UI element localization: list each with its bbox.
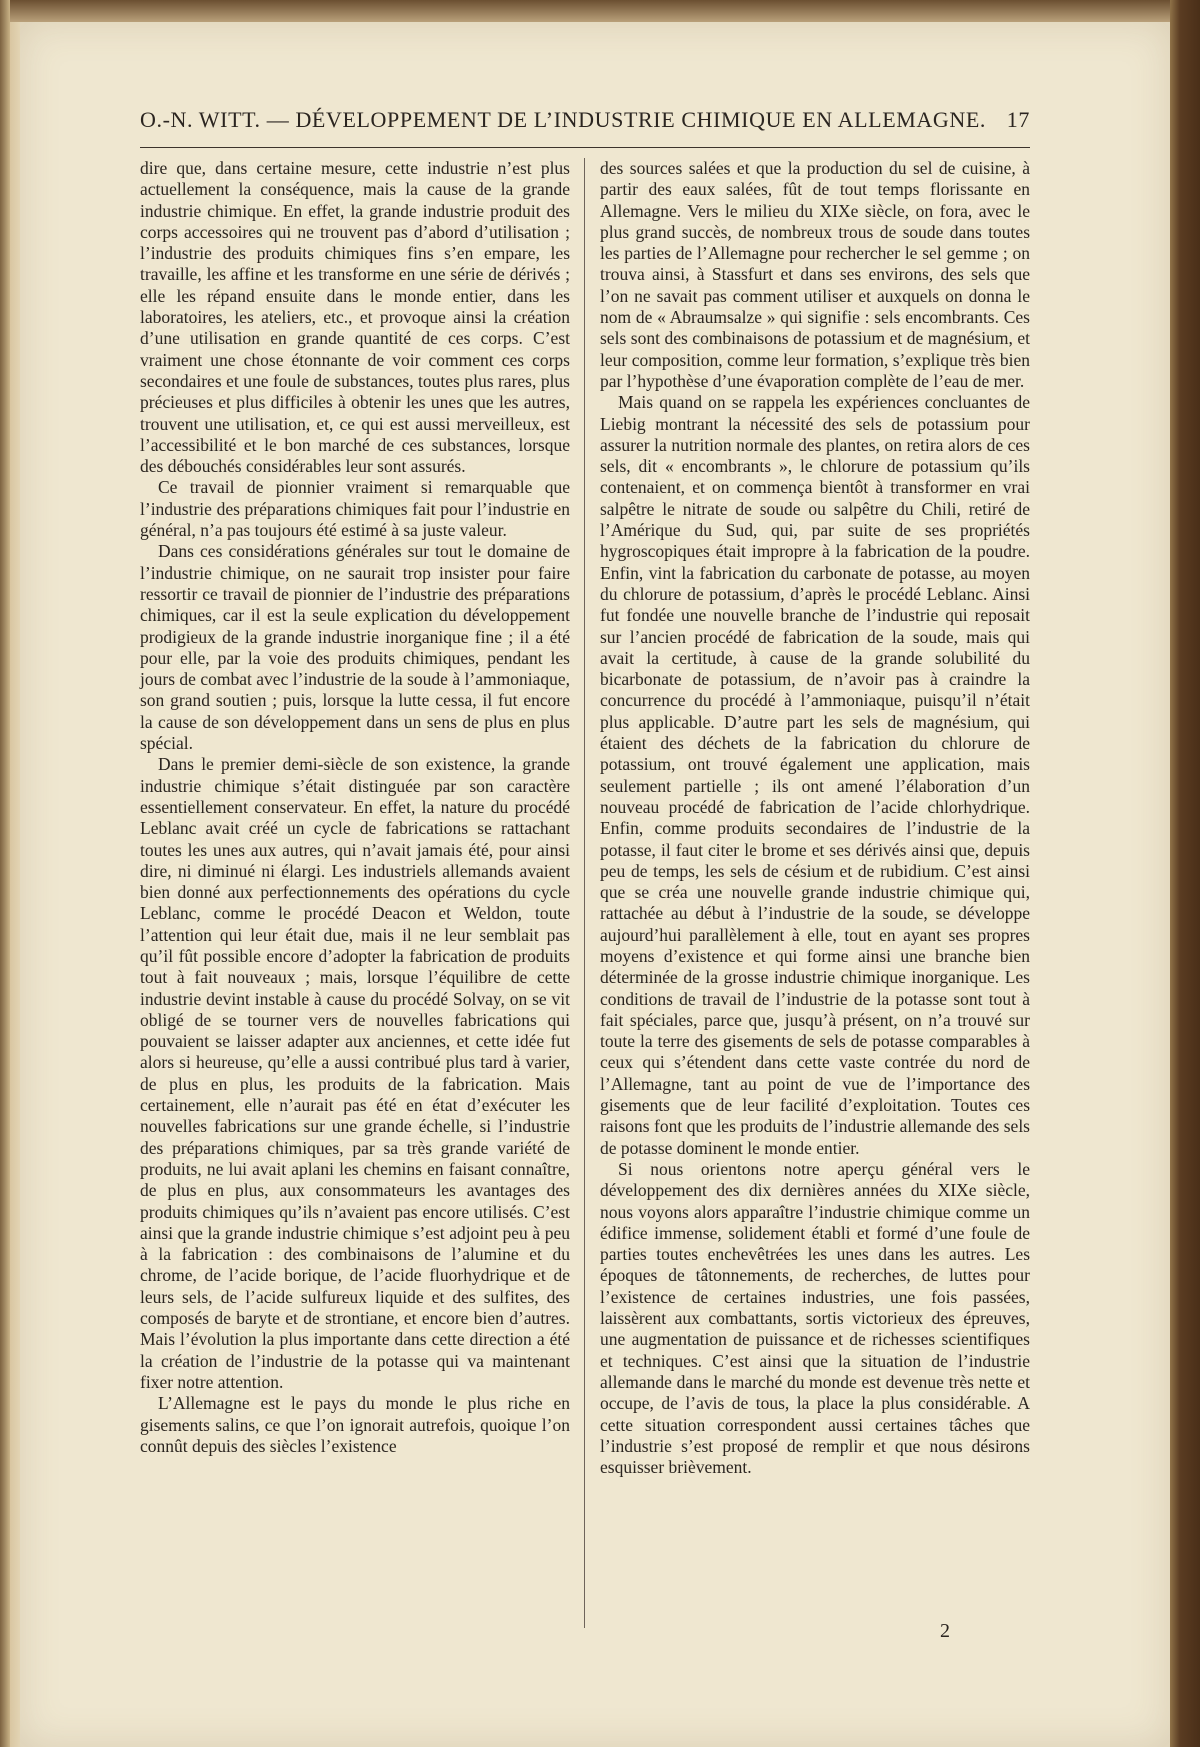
paragraph: Dans le premier demi-siècle de son existence, la grande industrie chimique s’était distinguée par son caractère essentiellement conservateur. En effet, la nature du procédé Leblanc avait créé un cycle de fabrications se rattachant toutes les unes aux autres, qui n’avait jamais été, pour ainsi dire, ni diminué ni élargi. Les industriels allemands avaient bien donné aux perfectionnements des opérations du cycle Leblanc, comme le procédé Deacon et Weldon, toute l’attention qui leur était due, mais il ne leur semblait pas qu’il fût possible encore d’adopter la fabrication de produits tout à fait nouveaux ; mais, lorsque l’équilibre de cette industrie devint instable à cause du procédé Solvay, on se vit obligé de se tourner vers de nouvelles fabrications qui pouvaient se laisser adapter aux anciennes, et cette idée fut alors si heureuse, qu’elle a aussi contribué plus tard à varier, de plus en plus, les produits de la fabrication. Mais certainement, elle n’aurait pas été en état d’exécuter les nouvelles fabrications sur une grande échelle, si l’industrie des préparations chimiques, par sa très grande variété de produits, ne lui avait aplani les chemins en faisant connaître, de plus en plus, aux consommateurs les avantages des produits chimiques qu’ils n’avaient pas encore utilisés. C’est ainsi que la grande industrie chimique s’est adjoint peu à peu à la fabrication : des combinaisons de l’alumine et du chrome, de l’acide borique, de l’acide fluorhydrique et de leurs sels, de l’acide sulfureux liquide et des sulfites, des composés de baryte et de strontiane, et encore bien d’autres. Mais l’évolution la plus importante dans cette direction a été la création de l’industrie de la potasse qui va maintenant fixer notre attention. [140, 754, 570, 1392]
header-rule [140, 147, 1030, 148]
paragraph: dire que, dans certaine mesure, cette industrie n’est plus actuellement la conséquence, mais la cause de la grande industrie chimique. En effet, la grande industrie produit des corps accessoires qui ne trouvent pas d’abord d’utilisation ; l’industrie des produits chimiques fins s’en empare, les travaille, les affine et les transforme en une série de dérivés ; elle les répand ensuite dans le monde entier, dans les laboratoires, les ateliers, etc., et provoque ainsi la création d’une utilisation en grande quantité de ces corps. C’est vraiment une chose étonnante de voir comment ces corps secondaires et une foule de substances, toutes plus rares, plus précieuses et plus difficiles à obtenir les unes que les autres, trouvent une utilisation, et, ce qui est aussi merveilleux, est l’accessibilité et le bon marché de ces substances, lorsque des débouchés considérables leur sont assurés. [140, 158, 570, 477]
paragraph: Si nous orientons notre aperçu général vers le développement des dix dernières années du XIXe siècle, nous voyons alors apparaître l’industrie chimique comme un édifice immense, solidement établi et formé d’une foule de parties toutes enchevêtrées les unes dans les autres. Les époques de tâtonnements, de recherches, de luttes pour l’existence de certaines industries, une fois passées, laissèrent aux combattants, sortis victorieux des épreuves, une augmentation de puissance et de richesses scientifiques et techniques. C’est ainsi que la situation de l’industrie allemande dans le marché du monde est devenue très nette et occupe, de l’avis de tous, la place la plus considérable. A cette situation correspondent aussi certaines tâches que l’industrie s’est proposé de remplir et que nous désirons esquisser brièvement. [600, 1158, 1030, 1478]
paragraph: Dans ces considérations générales sur tout le domaine de l’industrie chimique, on ne saurait trop insister pour faire ressortir ce travail de pionnier de l’industrie des préparations chimiques, car il est la seule explication du développement prodigieux de la grande industrie inorganique fine ; il a été pour elle, par la voie des produits chimiques, pendant les jours de combat avec l’industrie de la soude à l’ammoniaque, son grand soutien ; puis, lorsque la lutte cessa, il fut encore la cause de son développement dans un sens de plus en plus spécial. [140, 541, 570, 754]
binding-shadow [0, 0, 10, 1747]
page-number: 17 [1006, 107, 1030, 132]
running-header [140, 100, 1030, 140]
two-column-body [140, 158, 1030, 1628]
running-title: O.-N. WITT. — DÉVELOPPEMENT DE L’INDUSTRIE CHIMIQUE EN ALLEMAGNE. [140, 107, 986, 132]
left-column [140, 158, 570, 1457]
right-column [600, 158, 1030, 1478]
signature-mark: 2 [940, 1620, 950, 1642]
paragraph: Ce travail de pionnier vraiment si remarquable que l’industrie des préparations chimiques fait pour l’industrie en général, n’a pas toujours été estimé à sa juste valeur. [140, 477, 570, 541]
top-edge [0, 0, 1200, 22]
paragraph: L’Allemagne est le pays du monde le plus riche en gisements salins, ce que l’on ignorait autrefois, quoique l’on connût depuis des siècles l’existence [140, 1393, 570, 1456]
book-cover-edge [1170, 0, 1200, 1747]
paragraph: des sources salées et que la production du sel de cuisine, à partir des eaux salées, fût de tout temps florissante en Allemagne. Vers le milieu du XIXe siècle, on fora, avec le plus grand succès, de nombreux trous de soude dans toutes les parties de l’Allemagne pour rechercher le sel gemme ; on trouva ainsi, à Stassfurt et dans ses environs, des sels que l’on ne savait pas comment utiliser et auxquels on donna le nom de « Abraumsalze » qui signifie : sels encombrants. Ces sels sont des combinaisons de potassium et de magnésium, et leur composition, comme leur formation, s’explique très bien par l’hypothèse d’une évaporation complète de l’eau de mer. [600, 158, 1030, 391]
column-divider [584, 158, 585, 1628]
paragraph: Mais quand on se rappela les expériences concluantes de Liebig montrant la nécessité des sels de potassium pour assurer la nutrition normale des plantes, on retira alors de ces sels, dit « encombrants », le chlorure de potassium qu’ils contenaient, et on commença bientôt à transformer en vrai salpêtre le nitrate de soude ou salpêtre du Chili, retiré de l’Amérique du Sud, qui, par suite de ses propriétés hygroscopiques était impropre à la fabrication de la poudre. Enfin, vint la fabrication du carbonate de potasse, au moyen du chlorure de potassium, d’après le procédé Leblanc. Ainsi fut fondée une nouvelle branche de l’industrie qui reposait sur l’ancien procédé de fabrication de la soude, mais qui avait la certitude, à cause de la grande solubilité du bicarbonate de potassium, de n’avoir pas à craindre la concurrence du procédé à l’ammoniaque, puisqu’il n’était plus applicable. D’autre part les sels de magnésium, qui étaient des déchets de la fabrication du chlorure de potassium, ont trouvé également une application, mais seulement partielle ; ils ont amené l’élaboration d’un nouveau procédé de fabrication de l’acide chlorhydrique. Enfin, comme produits secondaires de l’industrie de la potasse, il faut citer le brome et ses dérivés ainsi que, depuis peu de temps, les sels de césium et de rubidium. C’est ainsi que se créa une nouvelle grande industrie chimique qui, rattachée au début à l’industrie de la soude, se développe aujourd’hui parallèlement à elle, tout en ayant ses propres moyens d’existence et qui forme ainsi une branche bien déterminée de la grosse industrie chimique inorganique. Les conditions de travail de l’industrie de la potasse sont tout à fait spéciales, parce que, jusqu’à présent, on n’a trouvé sur toute la terre des gisements de sels de potasse comparables à ceux qui s’étendent dans cette vaste contrée du nord de l’Allemagne, tant au point de vue de l’importance des gisements que de leur facilité d’exploitation. Toutes ces raisons font que les produits de l’industrie allemande des sels de potasse dominent le monde entier. [600, 392, 1030, 1158]
